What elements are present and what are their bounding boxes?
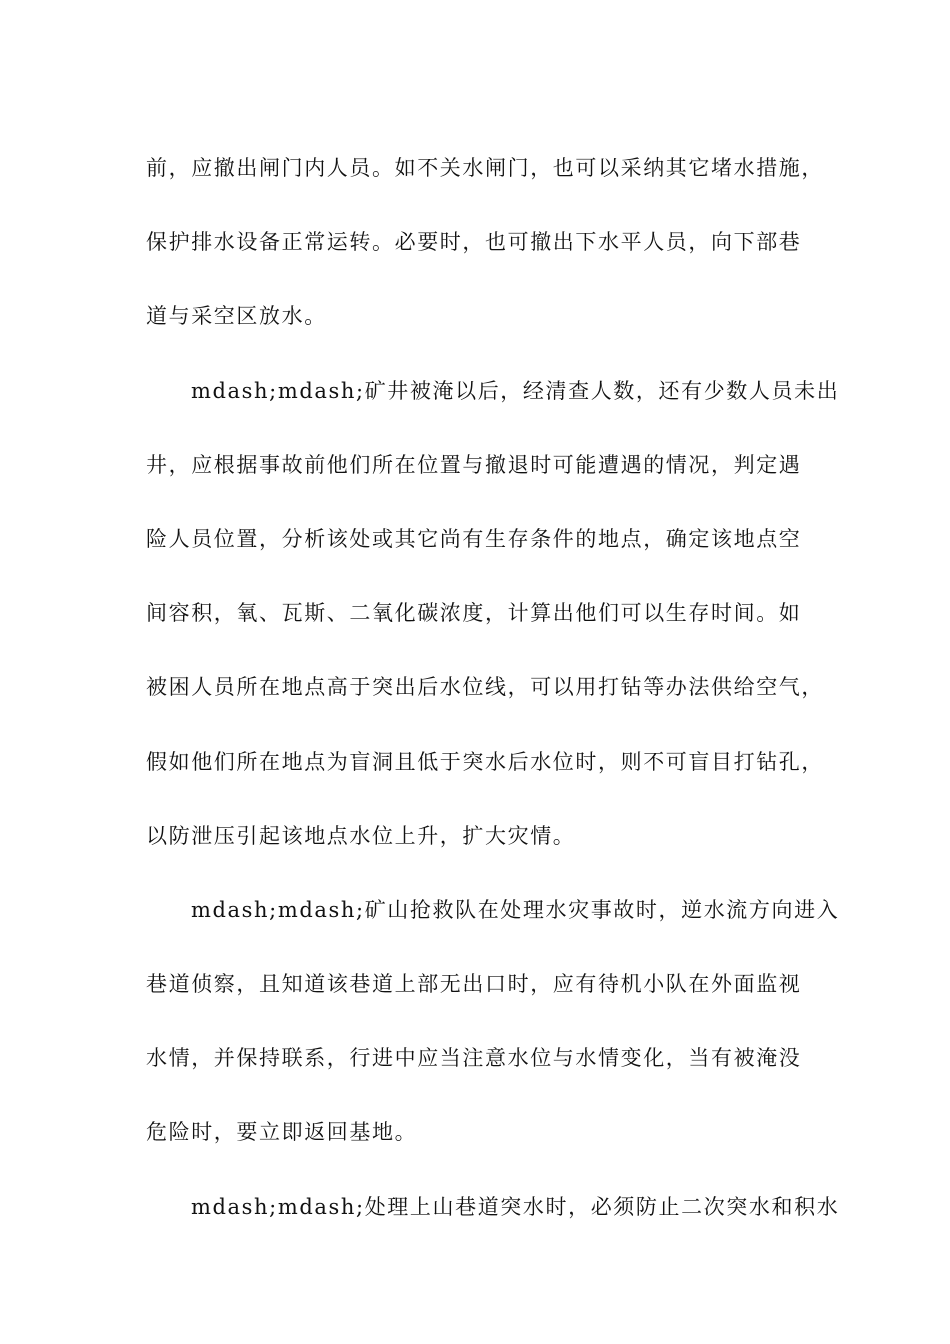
paragraph-2-line-6: 假如他们所在地点为盲洞且低于突水后水位时，则不可盲目打钻孔，	[146, 749, 824, 774]
paragraph-1-line-1: 前，应撤出闸门内人员。如不关水闸门，也可以采纳其它堵水措施，	[146, 156, 824, 180]
paragraph-4-line-1: mdash;mdash;处理上山巷道突水时，必须防止二次突水和积水	[191, 1194, 840, 1219]
paragraph-2-line-3: 险人员位置，分析该处或其它尚有生存条件的地点，确定该地点空	[146, 526, 802, 551]
paragraph-2-line-1: mdash;mdash;矿井被淹以后，经清查人数，还有少数人员未出	[191, 378, 840, 403]
paragraph-3-line-4: 危险时，要立即返回基地。	[146, 1120, 418, 1145]
paragraph-1-line-3: 道与采空区放水。	[146, 304, 327, 329]
paragraph-2-line-5: 被困人员所在地点高于突出后水位线，可以用打钻等办法供给空气，	[146, 675, 824, 700]
paragraph-3-line-3: 水情，并保持联系，行进中应当注意水位与水情变化，当有被淹没	[146, 1046, 802, 1071]
paragraph-2-line-2: 井，应根据事故前他们所在位置与撤退时可能遭遇的情况，判定遇	[146, 452, 802, 477]
paragraph-3-line-2: 巷道侦察，且知道该巷道上部无出口时，应有待机小队在外面监视	[146, 972, 802, 997]
paragraph-2-line-4: 间容积，氧、瓦斯、二氧化碳浓度，计算出他们可以生存时间。如	[146, 601, 802, 626]
paragraph-2-line-7: 以防泄压引起该地点水位上升，扩大灾情。	[146, 823, 576, 848]
paragraph-1-line-2: 保护排水设备正常运转。必要时，也可撤出下水平人员，向下部巷	[146, 230, 802, 255]
paragraph-3-line-1: mdash;mdash;矿山抢救队在处理水灾事故时，逆水流方向进入	[191, 897, 840, 922]
document-body	[146, 131, 840, 1244]
